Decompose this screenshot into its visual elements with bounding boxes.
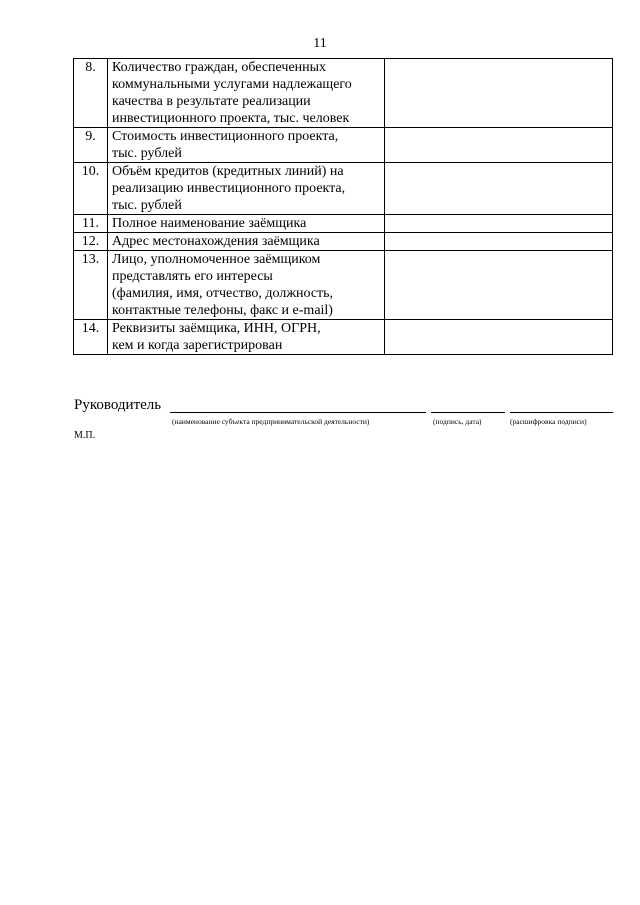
signature-date-line [431, 412, 505, 413]
table-row [74, 128, 613, 163]
signature-title: Руководитель [74, 397, 162, 413]
signature-decoding-caption: (расшифровка подписи) [510, 417, 587, 426]
row-label [108, 233, 385, 251]
row-value-field[interactable] [385, 128, 613, 163]
row-number: 9. [74, 128, 108, 163]
row-label-line: реализацию инвестиционного проекта, [112, 181, 346, 196]
row-label [108, 163, 385, 215]
entity-name-line [170, 412, 426, 413]
row-number: 14. [74, 320, 108, 355]
row-label-line: Объём кредитов (кредитных линий) на [112, 164, 344, 179]
row-label [108, 215, 385, 233]
row-number: 10. [74, 163, 108, 215]
row-label-line: Полное наименование заёмщика [112, 216, 307, 231]
row-number: 13. [74, 251, 108, 320]
row-label-line: Стоимость инвестиционного проекта, [112, 129, 339, 144]
row-value-field[interactable] [385, 163, 613, 215]
table-row [74, 215, 613, 233]
row-label-line: коммунальными услугами надлежащего [112, 77, 352, 92]
row-value-field[interactable] [385, 215, 613, 233]
row-number: 12. [74, 233, 108, 251]
row-label-line: тыс. рублей [112, 198, 182, 213]
row-label-line: Количество граждан, обеспеченных [112, 60, 327, 75]
table-row [74, 163, 613, 215]
row-value-field[interactable] [385, 59, 613, 128]
row-value-field[interactable] [385, 320, 613, 355]
entity-name-caption: (наименование субъекта предпринимательской деятельности) [172, 417, 370, 426]
row-label-line: кем и когда зарегистрирован [112, 338, 283, 353]
row-label-line: (фамилия, имя, отчество, должность, [112, 286, 334, 301]
stamp-place-label: М.П. [74, 430, 96, 441]
row-label-line: Адрес местонахождения заёмщика [112, 234, 320, 249]
row-label-line: тыс. рублей [112, 146, 182, 161]
table-row [74, 320, 613, 355]
row-label-line: инвестиционного проекта, тыс. человек [112, 111, 350, 126]
row-number: 8. [74, 59, 108, 128]
row-label [108, 320, 385, 355]
row-label [108, 128, 385, 163]
signature-block [74, 397, 614, 431]
row-label-line: Лицо, уполномоченное заёмщиком [112, 252, 321, 267]
row-label [108, 59, 385, 128]
row-number: 11. [74, 215, 108, 233]
table-row [74, 233, 613, 251]
row-label-line: контактные телефоны, факс и e-mail) [112, 303, 333, 318]
row-label-line: качества в результате реализации [112, 94, 311, 109]
row-label-line: Реквизиты заёмщика, ИНН, ОГРН, [112, 321, 321, 336]
row-label [108, 251, 385, 320]
signature-decoding-line [510, 412, 613, 413]
row-value-field[interactable] [385, 251, 613, 320]
row-value-field[interactable] [385, 233, 613, 251]
signature-date-caption: (подпись, дата) [433, 417, 482, 426]
application-form-table [73, 58, 613, 355]
table-row [74, 251, 613, 320]
table-row [74, 59, 613, 128]
row-label-line: представлять его интересы [112, 269, 273, 284]
page-number: 11 [313, 36, 327, 51]
